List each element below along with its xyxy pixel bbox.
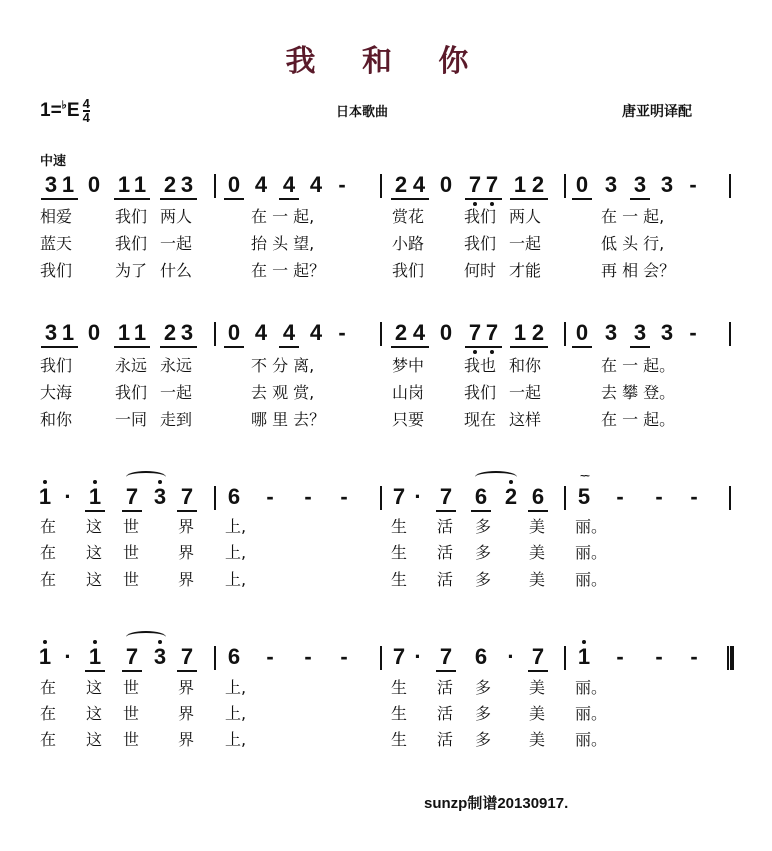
note: 6	[227, 484, 241, 509]
slur	[126, 631, 166, 643]
lyric-segment: 这	[86, 704, 103, 723]
note: 3	[604, 172, 618, 197]
lyric-segment: 永远	[160, 356, 193, 375]
barline	[380, 174, 382, 198]
lyric-segment: 在 一 起,	[601, 207, 665, 226]
time-top: 4	[82, 96, 90, 111]
note: 3	[660, 320, 674, 345]
note: 0	[439, 320, 453, 345]
barline	[214, 486, 216, 510]
lyric-segment: 生	[391, 517, 408, 536]
lyric-segment: 为了	[115, 261, 148, 280]
lyric-segment: 多	[475, 704, 492, 723]
lyric-segment: 走到	[160, 410, 193, 429]
tempo-marking: 中速	[40, 154, 67, 169]
lyric-segment: 在	[40, 543, 57, 562]
octave-up-dot	[93, 640, 97, 644]
lyric-segment: 在	[40, 570, 57, 589]
lyric-segment: 活	[437, 704, 454, 723]
note: 4	[280, 173, 298, 197]
barline	[380, 646, 382, 670]
lyric-segment: 在	[40, 678, 57, 697]
note: 1	[511, 173, 529, 197]
lyric-segment: 世	[123, 678, 140, 697]
dash-extension: -	[304, 484, 312, 509]
lyric-segment: 永远	[115, 356, 148, 375]
barline	[214, 646, 216, 670]
note: 1	[115, 321, 133, 345]
dash-extension: -	[340, 644, 348, 669]
barline	[214, 174, 216, 198]
dash-extension: -	[690, 644, 698, 669]
note: 7	[529, 645, 547, 669]
lyric-segment: 世	[123, 517, 140, 536]
slur	[475, 471, 517, 483]
lyric-segment: 界	[178, 570, 195, 589]
lyric-segment: 一起	[509, 383, 542, 402]
key-note: E	[66, 100, 80, 122]
dash-extension: -	[690, 484, 698, 509]
lyric-segment: 美	[529, 517, 546, 536]
lyric-segment: 去 攀 登。	[601, 383, 676, 402]
note: 6	[529, 485, 547, 509]
lyric-segment: 在 一 起,	[251, 207, 315, 226]
lyric-segment: 我们	[115, 234, 148, 253]
lyric-segment: 生	[391, 678, 408, 697]
note: 7	[123, 645, 141, 669]
lyric-segment: 世	[123, 570, 140, 589]
note: 3	[631, 321, 649, 345]
lyric-segment: 这	[86, 570, 103, 589]
barline	[729, 486, 731, 510]
barline	[214, 322, 216, 346]
lyric-segment: 世	[123, 543, 140, 562]
arranger-credit: 唐亚明译配	[622, 104, 692, 120]
dot-extension: ·	[64, 644, 72, 669]
note: 3	[42, 173, 60, 197]
lyric-segment: 我们	[40, 356, 73, 375]
lyric-segment: 上,	[225, 570, 247, 589]
note: 3	[178, 321, 196, 345]
lyric-segment: 这	[86, 678, 103, 697]
lyric-segment: 世	[123, 704, 140, 723]
note: 4	[254, 172, 268, 197]
lyric-segment: 只要	[392, 410, 425, 429]
lyric-segment: 界	[178, 730, 195, 749]
note: 0	[87, 320, 101, 345]
lyric-segment: 美	[529, 543, 546, 562]
lyric-segment: 抬 头 望,	[251, 234, 315, 253]
lyric-segment: 美	[529, 570, 546, 589]
lyric-segment: 生	[391, 704, 408, 723]
note: 6	[472, 485, 490, 509]
note: 0	[439, 172, 453, 197]
dash-extension: -	[304, 644, 312, 669]
note: 3	[631, 173, 649, 197]
lyric-segment: 上,	[225, 704, 247, 723]
lyric-segment: 美	[529, 678, 546, 697]
flat-sign: ♭	[61, 99, 67, 112]
lyric-segment: 上,	[225, 730, 247, 749]
lyric-segment: 活	[437, 517, 454, 536]
lyric-segment: 丽。	[575, 517, 608, 536]
note: 7	[483, 173, 501, 197]
note: 0	[225, 173, 243, 197]
lyric-segment: 再 相 会？	[601, 261, 676, 280]
lyric-segment: 蓝天	[40, 234, 73, 253]
lyric-segment: 丽。	[575, 704, 608, 723]
note: 7	[483, 321, 501, 345]
note: 1	[131, 173, 149, 197]
ornament-mark: ~~	[580, 471, 588, 482]
dash-extension: -	[616, 644, 624, 669]
key-signature	[40, 98, 90, 124]
footer-credit: sunzp制谱20130917.	[424, 795, 569, 812]
dot-extension: ·	[507, 644, 515, 669]
note: 2	[529, 321, 547, 345]
note: 2	[529, 173, 547, 197]
lyric-segment: 在	[40, 704, 57, 723]
barline	[564, 174, 566, 198]
lyric-segment: 界	[178, 678, 195, 697]
octave-up-dot	[93, 480, 97, 484]
lyric-segment: 去 观 赏,	[251, 383, 315, 402]
note: 7	[178, 485, 196, 509]
key-label: 1=	[40, 100, 62, 122]
note: 5 ~~	[575, 485, 593, 509]
lyric-segment: 我们	[392, 261, 425, 280]
dash-extension: -	[655, 484, 663, 509]
octave-down-dot	[473, 202, 477, 206]
barline	[380, 486, 382, 510]
lyric-segment: 多	[475, 730, 492, 749]
lyric-segment: 界	[178, 543, 195, 562]
lyric-segment: 上,	[225, 678, 247, 697]
lyric-segment: 活	[437, 570, 454, 589]
note: 7	[466, 321, 484, 345]
lyric-segment: 界	[178, 704, 195, 723]
lyric-segment: 相爱	[40, 207, 73, 226]
note: 1	[36, 485, 54, 509]
lyric-segment: 何时	[464, 261, 497, 280]
lyric-segment: 美	[529, 730, 546, 749]
lyric-segment: 我们	[115, 383, 148, 402]
lyric-segment: 丽。	[575, 570, 608, 589]
lyric-segment: 美	[529, 704, 546, 723]
octave-down-dot	[490, 202, 494, 206]
lyric-segment: 我们	[464, 234, 497, 253]
note: 1	[59, 321, 77, 345]
note: 4	[410, 173, 428, 197]
note: 4	[280, 321, 298, 345]
lyric-segment: 我们	[464, 383, 497, 402]
lyric-segment: 丽。	[575, 678, 608, 697]
note: 3	[604, 320, 618, 345]
dash-extension: -	[266, 644, 274, 669]
lyric-segment: 上,	[225, 517, 247, 536]
dot-extension: ·	[64, 484, 72, 509]
note: 4	[254, 320, 268, 345]
note: 1	[511, 321, 529, 345]
lyric-segment: 生	[391, 543, 408, 562]
lyric-segment: 现在	[464, 410, 497, 429]
octave-up-dot	[43, 640, 47, 644]
lyric-segment: 哪 里 去？	[251, 410, 326, 429]
note: 4	[410, 321, 428, 345]
dash-extension: -	[340, 484, 348, 509]
lyric-segment: 界	[178, 517, 195, 536]
lyric-segment: 一同	[115, 410, 148, 429]
octave-down-dot	[473, 350, 477, 354]
octave-up-dot	[43, 480, 47, 484]
note: 2	[502, 485, 520, 509]
lyric-segment: 小路	[392, 234, 425, 253]
note: 1	[59, 173, 77, 197]
note: 7	[466, 173, 484, 197]
lyric-segment: 在	[40, 730, 57, 749]
note: 0	[573, 321, 591, 345]
lyric-segment: 世	[123, 730, 140, 749]
barline	[729, 174, 731, 198]
note: 6	[474, 644, 488, 669]
lyric-segment: 活	[437, 543, 454, 562]
lyric-segment: 活	[437, 678, 454, 697]
dot-extension: ·	[414, 484, 422, 509]
dash-extension: -	[655, 644, 663, 669]
barline	[729, 322, 731, 346]
lyric-segment: 在	[40, 517, 57, 536]
lyric-segment: 山岗	[392, 383, 425, 402]
lyric-segment: 一起	[160, 383, 193, 402]
lyric-segment: 赏花	[392, 207, 425, 226]
lyric-segment: 这	[86, 517, 103, 536]
dash-extension: -	[616, 484, 624, 509]
barline	[564, 322, 566, 346]
note: 3	[151, 645, 169, 669]
lyric-segment: 在 一 起。	[601, 410, 676, 429]
lyric-segment: 一起	[160, 234, 193, 253]
note: 0	[225, 321, 243, 345]
lyric-segment: 这	[86, 730, 103, 749]
lyric-segment: 我们	[115, 207, 148, 226]
dash-extension: -	[338, 172, 346, 197]
barline	[380, 322, 382, 346]
lyric-segment: 丽。	[575, 543, 608, 562]
lyric-segment: 和你	[40, 410, 73, 429]
note: 7	[437, 485, 455, 509]
note: 6	[227, 644, 241, 669]
lyric-segment: 两人	[160, 207, 193, 226]
lyric-segment: 生	[391, 570, 408, 589]
dash-extension: -	[689, 172, 697, 197]
note: 1	[86, 645, 104, 669]
octave-up-dot	[582, 640, 586, 644]
note: 3	[660, 172, 674, 197]
lyric-segment: 多	[475, 543, 492, 562]
barline	[564, 486, 566, 510]
lyric-segment: 活	[437, 730, 454, 749]
dash-extension: -	[689, 320, 697, 345]
lyric-segment: 这样	[509, 410, 542, 429]
lyric-segment: 上,	[225, 543, 247, 562]
octave-down-dot	[490, 350, 494, 354]
barline	[564, 646, 566, 670]
lyric-segment: 这	[86, 543, 103, 562]
lyric-segment: 低 头 行,	[601, 234, 665, 253]
lyric-segment: 多	[475, 517, 492, 536]
slur	[126, 471, 166, 483]
note: 7	[123, 485, 141, 509]
note: 1	[36, 645, 54, 669]
note: 1	[131, 321, 149, 345]
note: 7	[392, 644, 406, 669]
note: 1	[575, 645, 593, 669]
final-barline	[727, 646, 734, 670]
lyric-segment: 我们	[40, 261, 73, 280]
dash-extension: -	[338, 320, 346, 345]
note: 0	[87, 172, 101, 197]
note: 1	[115, 173, 133, 197]
time-bottom: 4	[82, 110, 90, 125]
note: 0	[573, 173, 591, 197]
note: 2	[161, 321, 179, 345]
note: 3	[151, 485, 169, 509]
note: 4	[309, 320, 323, 345]
lyric-segment: 多	[475, 678, 492, 697]
note: 4	[309, 172, 323, 197]
song-title: 我 和 你	[285, 44, 487, 79]
lyric-segment: 在 一 起。	[601, 356, 676, 375]
time-signature	[83, 98, 90, 124]
lyric-segment: 和你	[509, 356, 542, 375]
note: 7	[437, 645, 455, 669]
lyric-segment: 什么	[160, 261, 193, 280]
note: 7	[392, 484, 406, 509]
lyric-segment: 丽。	[575, 730, 608, 749]
note: 2	[392, 173, 410, 197]
note: 3	[178, 173, 196, 197]
lyric-segment: 我们	[464, 207, 497, 226]
dot-extension: ·	[414, 644, 422, 669]
lyric-segment: 我也	[464, 356, 497, 375]
lyric-segment: 大海	[40, 383, 73, 402]
lyric-segment: 生	[391, 730, 408, 749]
lyric-segment: 多	[475, 570, 492, 589]
lyric-segment: 一起	[509, 234, 542, 253]
song-origin: 日本歌曲	[336, 105, 389, 120]
note: 1	[86, 485, 104, 509]
note: 7	[178, 645, 196, 669]
lyric-segment: 两人	[509, 207, 542, 226]
lyric-segment: 不 分 离,	[251, 356, 315, 375]
note: 2	[161, 173, 179, 197]
lyric-segment: 在 一 起？	[251, 261, 326, 280]
note: 2	[392, 321, 410, 345]
lyric-segment: 梦中	[392, 356, 425, 375]
lyric-segment: 才能	[509, 261, 542, 280]
note: 3	[42, 321, 60, 345]
dash-extension: -	[266, 484, 274, 509]
